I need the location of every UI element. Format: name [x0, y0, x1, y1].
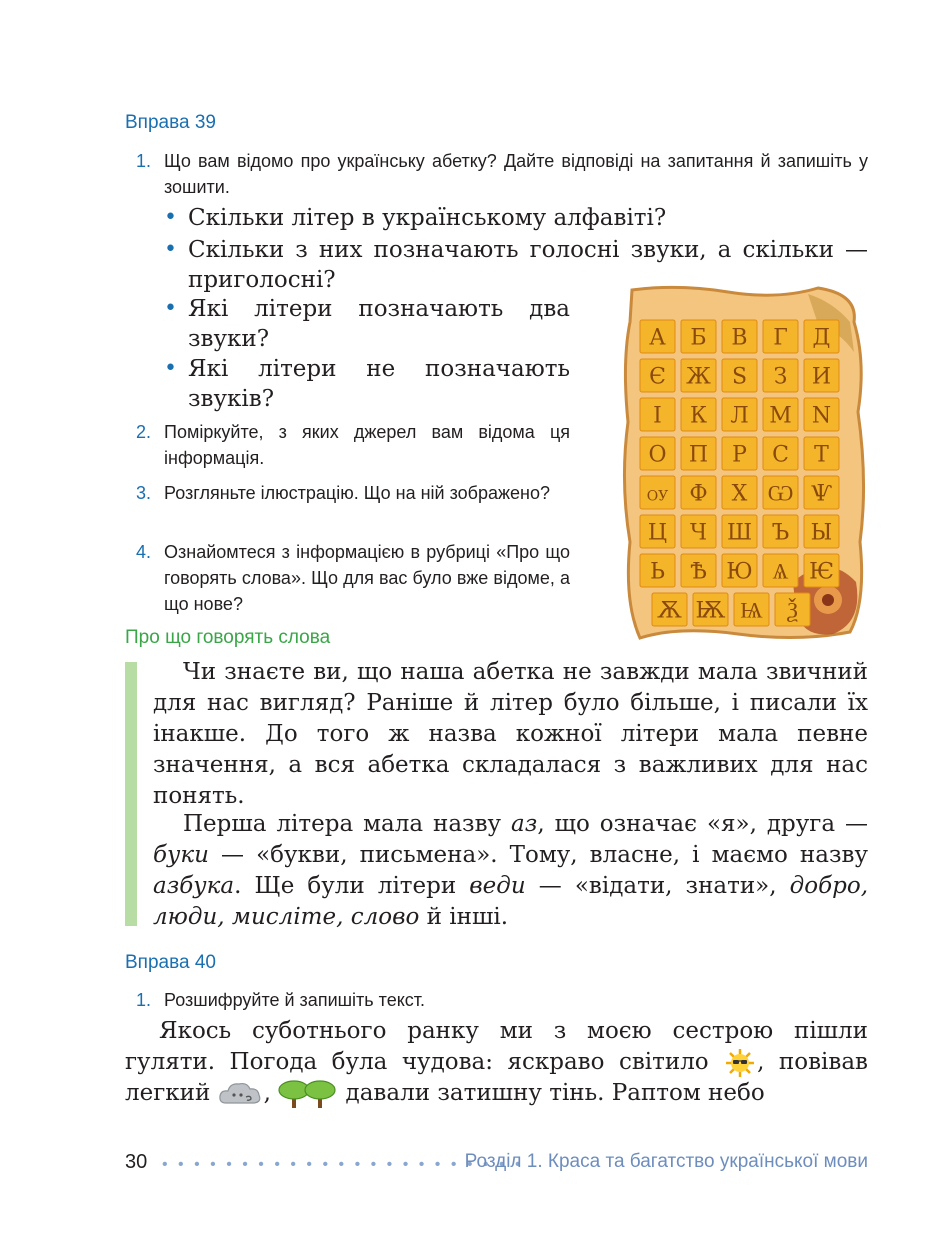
- section-title: Розділ 1. Краса та багатство української мови: [464, 1151, 868, 1172]
- task-3: [136, 480, 570, 506]
- italic-term: азбука: [153, 873, 235, 899]
- question-4: [164, 354, 570, 414]
- old-letter: Ж: [686, 364, 711, 390]
- question-text: Скільки літер в українському алфавіті?: [188, 205, 667, 231]
- task-1: [136, 987, 868, 1013]
- green-side-bar: [125, 662, 137, 926]
- old-letter: Ы: [810, 520, 833, 546]
- old-letter: Г: [773, 325, 788, 351]
- page-number: 30: [125, 1151, 148, 1173]
- question-1: [164, 203, 868, 233]
- old-letter: Ю: [726, 559, 753, 585]
- text-run: , повівав легкий: [125, 1049, 868, 1106]
- bullet: •: [164, 205, 177, 230]
- task-text: Розгляньте ілюстрацію. Що на ній зображено?: [164, 483, 550, 503]
- task-text: Розшифруйте й запишіть текст.: [164, 990, 426, 1010]
- old-letter: М: [769, 403, 792, 429]
- old-letter: О: [648, 442, 667, 468]
- sun-icon: [723, 1049, 757, 1077]
- text-run: Якось суботнього ранку ми з моєю сестрою пішли гуляти. Погода була чудова: яскраво світило: [125, 1018, 868, 1075]
- text-run: й інші.: [419, 904, 509, 930]
- text-run: . Ще були літери: [234, 873, 470, 899]
- question-text: Які літери не позначають звуків?: [188, 356, 570, 412]
- task-text: Поміркуйте, з яких джерел вам відома ця інформація.: [164, 422, 570, 468]
- text-run: Перша літера мала назву: [183, 811, 512, 837]
- text-run: ,: [263, 1080, 279, 1106]
- italic-term: добро, люди, мисліте, слово: [153, 873, 868, 930]
- about-words-paragraph-2: [153, 809, 868, 933]
- question-text: Скільки з них позначають голосні звуки, а скільки — приголосні?: [188, 237, 868, 293]
- about-words-title: Про що говорять слова: [125, 627, 331, 648]
- question-3: [164, 294, 570, 354]
- old-letter: Ѕ: [731, 364, 748, 390]
- text-run: давали затишну тінь. Раптом небо: [338, 1080, 765, 1106]
- exercise-40-title: Вправа 40: [125, 952, 216, 973]
- italic-term: веди: [469, 873, 526, 899]
- old-letter: Ц: [647, 520, 668, 546]
- trees-icon: [278, 1078, 338, 1110]
- text-run: , що означає «я», друга —: [537, 811, 868, 837]
- task-2: [136, 419, 570, 471]
- rebus-paragraph: [125, 1016, 868, 1110]
- bullet: •: [164, 356, 177, 381]
- old-letter: И: [811, 364, 832, 390]
- old-letter: Ѱ: [811, 481, 832, 507]
- text-run: — «відати, знати»,: [525, 873, 790, 899]
- old-alphabet-illustration: [618, 282, 868, 644]
- old-letter: К: [689, 403, 708, 429]
- task-text: Що вам відомо про українську абетку? Дайте відповіді на запитання й запишіть у зошити.: [164, 151, 868, 197]
- old-letter: Л: [730, 403, 749, 429]
- task-4: [136, 539, 570, 617]
- old-letter: Ъ: [771, 520, 790, 546]
- exercise-39-title: Вправа 39: [125, 112, 216, 133]
- bullet: •: [164, 296, 177, 321]
- old-letter: Ѥ: [809, 559, 834, 585]
- old-letter: Р: [732, 442, 747, 468]
- old-letter: Ш: [726, 520, 753, 546]
- old-letter: Ѫ: [657, 598, 682, 624]
- about-words-paragraph-1: Чи знаєте ви, що наша абетка не завжди мала звичний для нас вигляд? Раніше й літер було більше, і писали їх інакше. До того ж назва кожної літери мала певне значення, а вся абетка складалася з важливих для нас понять.: [153, 659, 868, 809]
- old-letter: В: [731, 325, 748, 351]
- bullet: •: [164, 237, 177, 262]
- task-number: 4.: [136, 542, 152, 562]
- question-text: Які літери позначають два звуки?: [188, 296, 570, 352]
- old-letter: Т: [814, 442, 829, 468]
- old-letter: І: [653, 403, 662, 429]
- text-run: — «букви, письмена». Тому, власне, і маємо назву: [208, 842, 868, 868]
- old-letter: ОУ: [646, 488, 669, 505]
- task-number: 1.: [136, 990, 152, 1010]
- old-letter: З: [773, 364, 788, 390]
- old-letter: Ѯ: [786, 598, 799, 624]
- old-letter: Ч: [689, 520, 708, 546]
- italic-term: аз: [511, 811, 538, 837]
- old-letter: А: [649, 325, 666, 351]
- old-letter: Ѡ: [767, 481, 794, 507]
- task-number: 3.: [136, 483, 152, 503]
- old-letter: С: [772, 442, 789, 468]
- task-number: 1.: [136, 151, 152, 171]
- task-number: 2.: [136, 422, 152, 442]
- old-letter: Ф: [689, 481, 708, 507]
- old-letter: Ѩ: [740, 598, 763, 624]
- old-letter: П: [688, 442, 709, 468]
- old-letter: Б: [690, 325, 707, 351]
- task-text: Ознайомтеся з інформацією в рубриці «Про що говорять слова». Що для вас було вже відоме, а що нове?: [164, 542, 570, 614]
- task-1: [136, 148, 868, 200]
- old-letter: Ѭ: [695, 598, 726, 624]
- old-letter: Ь: [650, 559, 665, 585]
- footer-dots: • • • • • • • • • • • • • • • • • • • • • • •: [162, 1156, 524, 1173]
- old-letter: N: [811, 403, 832, 429]
- italic-term: буки: [153, 842, 209, 868]
- old-letter: Х: [731, 481, 748, 507]
- old-letter: Є: [649, 364, 666, 390]
- old-letter: Ѣ: [690, 559, 707, 585]
- old-letter: Ѧ: [772, 559, 789, 585]
- wind-cloud-icon: [218, 1079, 264, 1109]
- old-letter: Д: [812, 325, 831, 351]
